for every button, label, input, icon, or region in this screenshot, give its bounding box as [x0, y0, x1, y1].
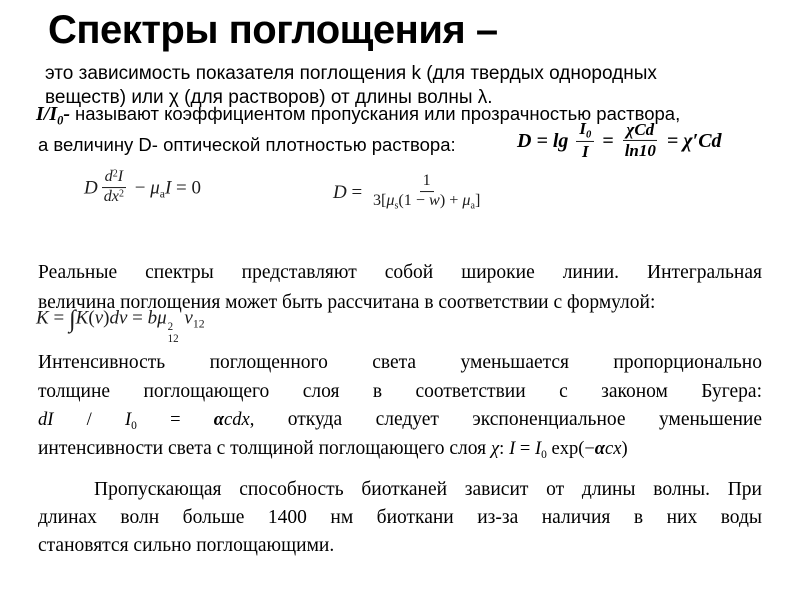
- paragraph-biotissue-line-2: длинах волн больше 1400 нм биоткани из-за наличия в них воды: [38, 507, 762, 528]
- exponential-attenuation-formula: $I = I_0$ exp(−αcx): [509, 438, 628, 461]
- intensity-ratio-formula: $I/I_0-$: [36, 103, 75, 128]
- slide-title: Спектры поглощения –: [48, 8, 498, 52]
- paragraph-real-spectra-line-2: величина поглощения может быть рассчитана в соответствии с формулой:: [38, 292, 656, 313]
- paragraph-biotissue: [38, 476, 762, 560]
- paragraph-intensity-line-3-text: откуда следует экспоненциальное уменьшение: [287, 409, 763, 430]
- paragraph-intensity-line-4-text: интенсивности света с толщиной поглощающего слоя: [38, 437, 487, 459]
- optical-density-text: а величину D- оптической плотностью раствора:: [38, 134, 456, 155]
- integral-absorption-formula: K = ∫K(ν)dν = bμ 2 12 $\nu_{12}$: [36, 306, 205, 346]
- subtitle-line-2: веществ) или χ (для растворов) от длины волны λ.: [45, 87, 493, 108]
- paragraph-biotissue-line-1: Пропускающая способность биотканей зависит от длины волны. При: [94, 479, 762, 500]
- paragraph-intensity-line-1: Интенсивность поглощенного света уменьшается пропорционально: [38, 352, 762, 373]
- diffusion-equation: D $\frac{d^2I}{dx^2}$ − $\mu_aI = 0$: [84, 168, 202, 205]
- diffusion-coefficient-formula: D = $\frac{1}{3[\mu_s(1 - w) + \mu_a]}$: [333, 172, 481, 212]
- optical-density-formula: D = lg $\frac{I_0}{I}$ = $\frac{\text{χCd}}{\ln 10}$ = χ′Cd: [517, 118, 722, 162]
- bouguer-law-formula: dI / $I_0 = \alpha cdx$,: [38, 410, 255, 432]
- paragraph-intensity-line-3: [38, 406, 762, 435]
- paragraph-intensity: [38, 349, 762, 463]
- paragraph-real-spectra-line-1: Реальные спектры представляют собой широкие линии. Интегральная: [38, 262, 762, 283]
- paragraph-intensity-line-4: [38, 435, 762, 464]
- subtitle-line-1: это зависимость показателя поглощения k (для твердых однородных: [45, 63, 657, 84]
- transmission-definition-text: называют коэффициентом пропускания или прозрачностью раствора,: [75, 103, 681, 124]
- paragraph-intensity-line-2: толщине поглощающего слоя в соответствии с законом Бугера:: [38, 380, 762, 402]
- chi-symbol: χ:: [490, 438, 505, 459]
- paragraph-biotissue-line-3: становятся сильно поглощающими.: [38, 535, 335, 556]
